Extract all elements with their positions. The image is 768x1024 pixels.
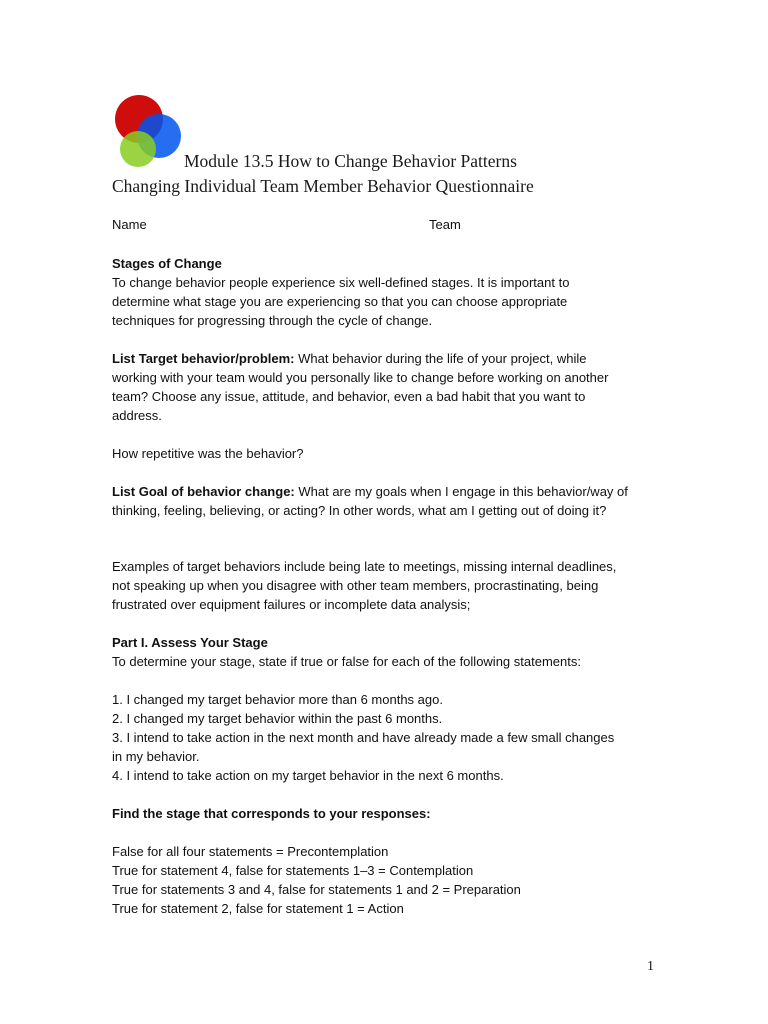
goal-label: List Goal of behavior change: — [112, 484, 295, 499]
statement-2: 2. I changed my target behavior within the past 6 months. — [112, 711, 443, 726]
target-behavior-text-line: working with your team would you personally like to change before working on another — [112, 370, 609, 385]
target-behavior-text-line: team? Choose any issue, attitude, and behavior, even a bad habit that you want to — [112, 389, 586, 404]
find-stage-heading: Find the stage that corresponds to your responses: — [112, 806, 431, 821]
examples-text-line: Examples of target behaviors include being late to meetings, missing internal deadlines, — [112, 559, 617, 574]
goal-line: List Goal of behavior change: What are my goals when I engage in this behavior/way of — [112, 484, 628, 499]
statement-3-cont: in my behavior. — [112, 749, 200, 764]
page-number: 1 — [647, 959, 654, 974]
target-behavior-label: List Target behavior/problem: — [112, 351, 295, 366]
examples-text-line: frustrated over equipment failures or incomplete data analysis; — [112, 597, 471, 612]
stage-rule: True for statements 3 and 4, false for statements 1 and 2 = Preparation — [112, 882, 521, 897]
stage-rule: True for statement 4, false for statements 1–3 = Contemplation — [112, 863, 474, 878]
stages-text-line: techniques for progressing through the cycle of change. — [112, 313, 433, 328]
target-behavior-text-line: address. — [112, 408, 162, 423]
examples-text-line: not speaking up when you disagree with other team members, procrastinating, being — [112, 578, 599, 593]
goal-text-line: thinking, feeling, believing, or acting? In other words, what am I getting out of doing it? — [112, 503, 607, 518]
statement-3: 3. I intend to take action in the next month and have already made a few small changes — [112, 730, 615, 745]
team-label: Team — [429, 217, 461, 232]
questionnaire-title: Changing Individual Team Member Behavior Questionnaire — [112, 176, 534, 196]
target-behavior-line: List Target behavior/problem: What behavior during the life of your project, while — [112, 351, 587, 366]
green-circle — [120, 131, 156, 167]
stage-rule: True for statement 2, false for statement 1 = Action — [112, 901, 404, 916]
module-title: Module 13.5 How to Change Behavior Patterns — [184, 151, 517, 171]
part1-intro: To determine your stage, state if true or false for each of the following statements: — [112, 654, 581, 669]
name-label: Name — [112, 217, 147, 232]
statement-4: 4. I intend to take action on my target behavior in the next 6 months. — [112, 768, 504, 783]
repetitive-question: How repetitive was the behavior? — [112, 446, 304, 461]
stages-text-line: determine what stage you are experiencing so that you can choose appropriate — [112, 294, 568, 309]
venn-logo — [112, 94, 184, 168]
stages-text-line: To change behavior people experience six well-defined stages. It is important to — [112, 275, 570, 290]
stages-heading: Stages of Change — [112, 256, 222, 271]
part1-heading: Part I. Assess Your Stage — [112, 635, 268, 650]
statement-1: 1. I changed my target behavior more than 6 months ago. — [112, 692, 443, 707]
stage-rule: False for all four statements = Precontemplation — [112, 844, 389, 859]
